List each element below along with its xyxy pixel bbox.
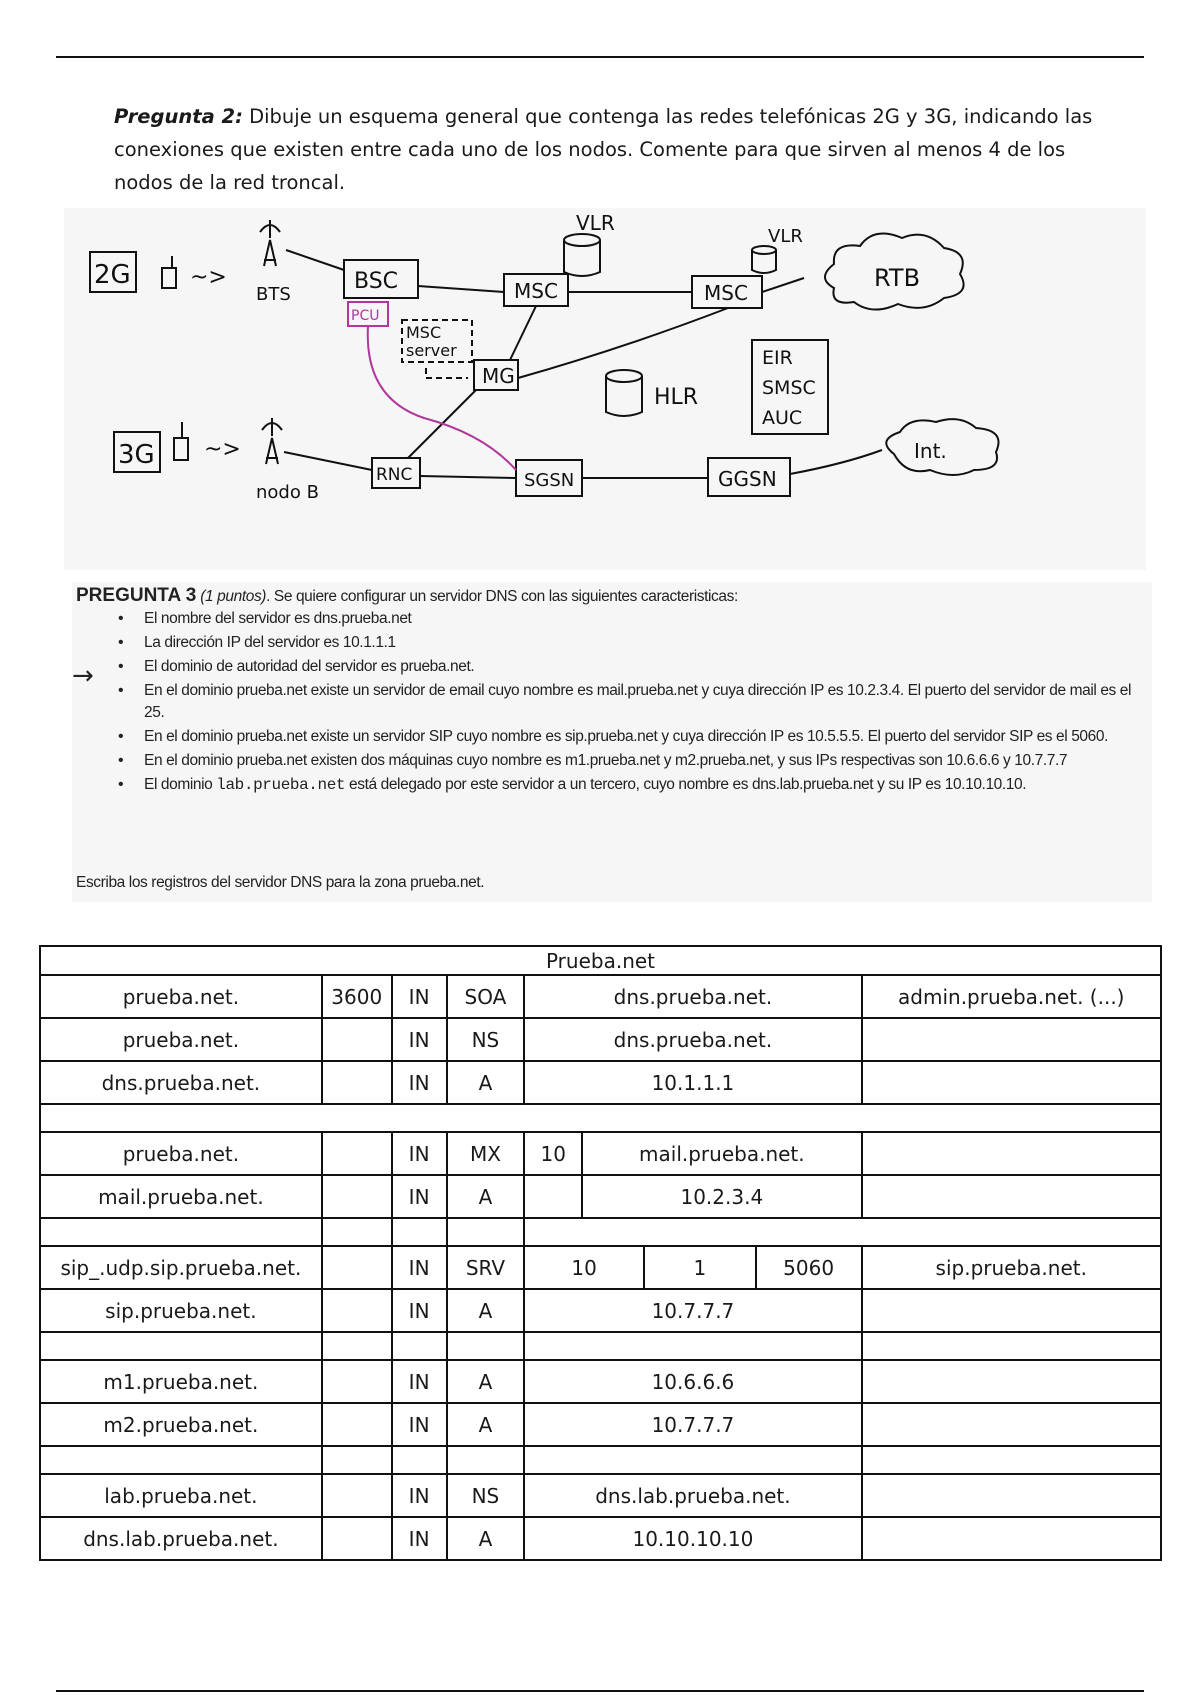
top-rule [56, 56, 1144, 58]
smsc-label: SMSC [762, 377, 816, 399]
msc2-label: MSC [704, 281, 748, 305]
rnc-label: RNC [376, 465, 413, 485]
cell-value: 10.7.7.7 [524, 1403, 861, 1446]
cell-class: IN [392, 1132, 447, 1175]
phone-3g-icon [174, 438, 188, 460]
bullet-item: • El dominio de autoridad del servidor es prueba.net. [144, 656, 1144, 678]
bullet-item: • La dirección IP del servidor es 10.1.1.1 [144, 632, 1144, 654]
msc1-label: MSC [514, 279, 558, 303]
auc-label: AUC [762, 407, 803, 429]
cell-type: A [447, 1289, 525, 1332]
cell-name: lab.prueba.net. [40, 1474, 322, 1517]
dns-zone-table [39, 945, 1162, 1561]
cell-type: A [447, 1517, 525, 1560]
cell-type: A [447, 1403, 525, 1446]
arrows-3g: ~> [204, 437, 241, 462]
pregunta-3-title: PREGUNTA 3 [76, 585, 197, 606]
arrows-2g: ~> [190, 265, 227, 290]
cell-type: SRV [447, 1246, 525, 1289]
cell-class: IN [392, 975, 447, 1018]
annotation-arrow: → [72, 661, 94, 691]
cell-type: A [447, 1061, 525, 1104]
table-row [40, 1132, 1161, 1175]
cell-name: dns.prueba.net. [40, 1061, 322, 1104]
cell-value: 10.1.1.1 [524, 1061, 861, 1104]
cell-value: 10.2.3.4 [582, 1175, 861, 1218]
cell-priority: 10 [524, 1246, 644, 1289]
cell-weight: 1 [644, 1246, 756, 1289]
cell-name: mail.prueba.net. [40, 1175, 322, 1218]
ggsn-label: GGSN [718, 467, 777, 491]
cell-type: SOA [447, 975, 525, 1018]
pregunta-2 [114, 100, 1094, 199]
cell-class: IN [392, 1061, 447, 1104]
bullet-text: El dominio [144, 776, 217, 793]
link-mg-msc2 [518, 308, 728, 378]
cell-name: m2.prueba.net. [40, 1403, 322, 1446]
table-row [40, 1061, 1161, 1104]
pcu-label: PCU [351, 308, 380, 324]
cell-priority: 10 [524, 1132, 582, 1175]
bullet-item-delegation [144, 774, 1144, 796]
cell-ttl: 3600 [322, 975, 392, 1018]
cell-port: 5060 [756, 1246, 862, 1289]
cell-name: dns.lab.prueba.net. [40, 1517, 322, 1560]
table-spacer-row [40, 1218, 1161, 1246]
table-row [40, 975, 1161, 1018]
cell-extra: admin.prueba.net. (...) [862, 975, 1161, 1018]
link-msc1-mg [510, 306, 536, 360]
bullet-item: • En el dominio prueba.net existen dos máquinas cuyo nombre es m1.prueba.net y m2.prueba.net, y sus IPs respectivas son 10.6.6.6 y 10.7.7.7 [144, 750, 1144, 772]
nodo-b-label: nodo B [256, 482, 319, 503]
cell-target: sip.prueba.net. [862, 1246, 1161, 1289]
vlr2-label: VLR [768, 226, 803, 247]
cell-class: IN [392, 1246, 447, 1289]
table-row [40, 1018, 1161, 1061]
cell-name: m1.prueba.net. [40, 1360, 322, 1403]
cell-class: IN [392, 1289, 447, 1332]
label-2g: 2G [94, 260, 131, 290]
cell-name: sip.prueba.net. [40, 1289, 322, 1332]
cell-class: IN [392, 1175, 447, 1218]
link-bts-bsc [286, 250, 344, 270]
bullet-code: lab.prueba.net [216, 776, 346, 794]
bullet-text: está delegado por este servidor a un tercero, cuyo nombre es dns.lab.prueba.net y su IP es 10.10.10.10. [345, 776, 1027, 793]
mg-label: MG [482, 364, 515, 388]
phone-2g-icon [162, 268, 176, 288]
cell-type: A [447, 1175, 525, 1218]
pregunta-3-footer: Escriba los registros del servidor DNS para la zona prueba.net. [76, 874, 485, 891]
cell-class: IN [392, 1018, 447, 1061]
cell-value: 10.6.6.6 [524, 1360, 861, 1403]
table-row [40, 1403, 1161, 1446]
cell-value: dns.lab.prueba.net. [524, 1474, 861, 1517]
cell-value: 10.7.7.7 [524, 1289, 861, 1332]
table-title: Prueba.net [40, 946, 1161, 975]
cell-type: MX [447, 1132, 525, 1175]
bullet-item: • En el dominio prueba.net existe un servidor SIP cuyo nombre es sip.prueba.net y cuya dirección IP es 10.5.5.5. El puerto del servidor SIP es el 5060. [144, 726, 1144, 748]
cell-value: 10.10.10.10 [524, 1517, 861, 1560]
table-spacer-row [40, 1104, 1161, 1132]
pregunta-2-label: Pregunta 2: [114, 105, 243, 128]
cell-class: IN [392, 1517, 447, 1560]
cell-type: A [447, 1360, 525, 1403]
cell-class: IN [392, 1474, 447, 1517]
cell-value: mail.prueba.net. [582, 1132, 861, 1175]
sgsn-label: SGSN [524, 470, 575, 491]
table-spacer-row [40, 1332, 1161, 1360]
network-diagram [64, 208, 1146, 570]
link-msc2-rtb [762, 278, 804, 292]
link-bsc-msc1 [418, 286, 504, 292]
cell-type: NS [447, 1018, 525, 1061]
table-row [40, 1289, 1161, 1332]
bullet-item: • El nombre del servidor es dns.prueba.net [144, 608, 1144, 630]
pregunta-2-text: Dibuje un esquema general que contenga las redes telefónicas 2G y 3G, indicando las conexiones que existen entre cada uno de los nodos. Comente para que sirven al menos 4 de los nodos de la red troncal. [114, 105, 1093, 194]
table-row [40, 1360, 1161, 1403]
cell-name: sip_.udp.sip.prueba.net. [40, 1246, 322, 1289]
bottom-rule [56, 1690, 1144, 1692]
cell-value: dns.prueba.net. [524, 975, 861, 1018]
cell-name: prueba.net. [40, 1018, 322, 1061]
table-spacer-row [40, 1446, 1161, 1474]
bts-tower-icon [260, 220, 280, 266]
cell-type: NS [447, 1474, 525, 1517]
vlr1-label: VLR [576, 211, 615, 235]
table-row [40, 1175, 1161, 1218]
eir-label: EIR [762, 347, 793, 369]
cell-class: IN [392, 1403, 447, 1446]
table-row [40, 1246, 1161, 1289]
int-label: Int. [914, 439, 947, 463]
pregunta-3-heading [76, 585, 738, 607]
pregunta-3-bullets [72, 608, 1144, 798]
hlr-label: HLR [654, 385, 699, 410]
cell-class: IN [392, 1360, 447, 1403]
msc-server-line1: MSC [406, 323, 442, 342]
table-row [40, 1517, 1161, 1560]
link-ggsn-int [790, 450, 882, 474]
nodo-b-tower-icon [262, 418, 282, 464]
cell-value: dns.prueba.net. [524, 1018, 861, 1061]
bullet-item: • En el dominio prueba.net existe un servidor de email cuyo nombre es mail.prueba.net y cuya dirección IP es 10.2.3.4. El puerto del servidor de mail es el 25. [144, 680, 1144, 724]
link-rnc-sgsn [420, 476, 516, 478]
cell-name: prueba.net. [40, 1132, 322, 1175]
table-row [40, 1474, 1161, 1517]
cell-name: prueba.net. [40, 975, 322, 1018]
label-3g: 3G [118, 440, 155, 470]
bsc-label: BSC [354, 269, 399, 294]
pregunta-3 [72, 582, 1152, 902]
bts-label: BTS [256, 284, 291, 305]
msc-server-line2: server [406, 341, 457, 360]
pregunta-3-intro: . Se quiere configurar un servidor DNS con las siguientes caracteristicas: [266, 588, 738, 605]
pregunta-3-points: (1 puntos) [200, 588, 267, 605]
link-nodob-rnc [284, 452, 372, 470]
rtb-label: RTB [874, 264, 921, 292]
